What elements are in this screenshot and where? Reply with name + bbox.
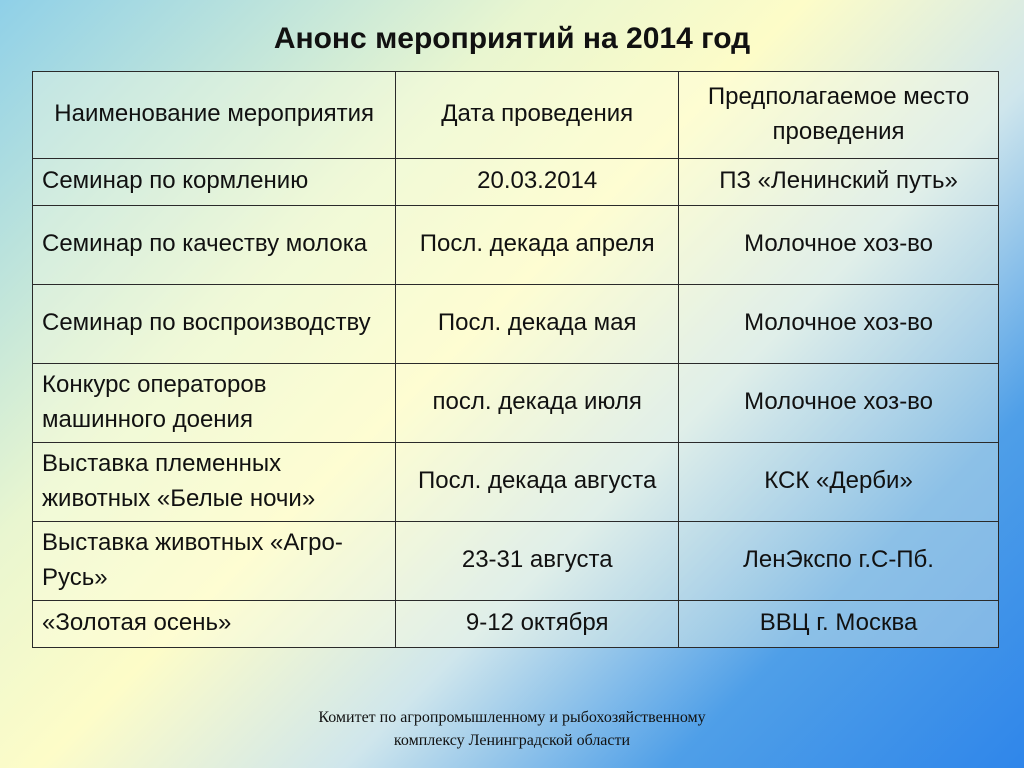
event-place-cell: ВВЦ г. Москва (679, 600, 999, 647)
event-name-cell: «Золотая осень» (33, 600, 396, 647)
header-event-name: Наименование мероприятия (33, 72, 396, 159)
event-place-cell: ЛенЭкспо г.С-Пб. (679, 521, 999, 600)
event-date-cell: Посл. декада августа (396, 442, 679, 521)
table-row (33, 363, 999, 442)
event-name-cell: Семинар по воспроизводству (33, 284, 396, 363)
event-place-cell: Молочное хоз-во (679, 363, 999, 442)
table-row (33, 600, 999, 647)
table-row (33, 158, 999, 205)
event-place-cell: ПЗ «Ленинский путь» (679, 158, 999, 205)
table-row (33, 205, 999, 284)
table-row (33, 442, 999, 521)
header-event-date: Дата проведения (396, 72, 679, 159)
event-date-cell: Посл. декада мая (396, 284, 679, 363)
event-place-cell: Молочное хоз-во (679, 205, 999, 284)
event-name-cell: Семинар по кормлению (33, 158, 396, 205)
event-place-cell: Молочное хоз-во (679, 284, 999, 363)
event-date-cell: 9-12 октября (396, 600, 679, 647)
event-name-cell: Семинар по качеству молока (33, 205, 396, 284)
event-name-cell: Выставка племенных животных «Белые ночи» (33, 442, 396, 521)
event-date-cell: 23-31 августа (396, 521, 679, 600)
event-date-cell: посл. декада июля (396, 363, 679, 442)
slide-title: Анонс мероприятий на 2014 год (273, 22, 751, 55)
header-event-place: Предполагаемое место проведения (679, 72, 999, 159)
event-date-cell: Посл. декада апреля (396, 205, 679, 284)
table-row (33, 284, 999, 363)
table-header-row (33, 72, 999, 159)
event-date-cell: 20.03.2014 (396, 158, 679, 205)
footer-organization: Комитет по агропромышленному и рыбохозяйственному комплексу Ленинградской области (318, 709, 706, 750)
event-name-cell: Конкурс операторов машинного доения (33, 363, 396, 442)
event-name-cell: Выставка животных «Агро-Русь» (33, 521, 396, 600)
events-table (32, 71, 999, 648)
event-place-cell: КСК «Дерби» (679, 442, 999, 521)
table-row (33, 521, 999, 600)
